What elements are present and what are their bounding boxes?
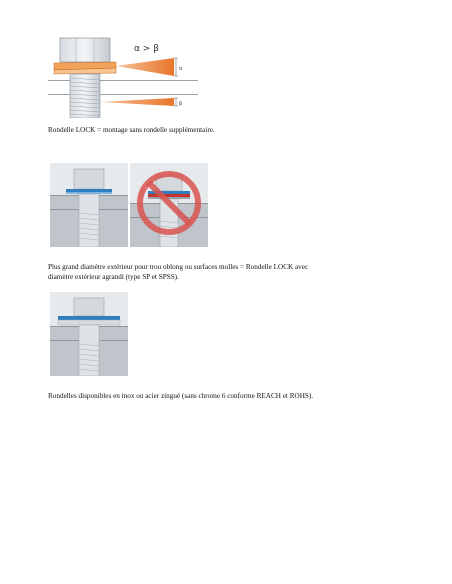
washer-blue-enlarged (58, 316, 120, 320)
alpha-label: α (179, 66, 183, 72)
washer-blue (66, 189, 112, 192)
beta-wedge (100, 98, 174, 106)
lock-washer-assembly-photo (50, 163, 128, 247)
alpha-beta-relation: α > β (134, 44, 159, 54)
beta-label: β (179, 101, 183, 107)
caption-materials: Rondelles disponibles en inox ou acier zingué (sans chrome 6 conforme REACH et ROHS). (48, 392, 314, 400)
bolt-head (74, 169, 104, 189)
bolt-head (60, 38, 110, 62)
alpha-wedge (116, 58, 174, 76)
bolt-head (74, 298, 104, 316)
enlarged-washer-photo (50, 292, 128, 376)
caption-lock-washer: Rondelle LOCK = montage sans rondelle supplémentaire. (48, 126, 215, 134)
extra-washer-prohibited-photo (130, 163, 208, 247)
washer-red (148, 194, 190, 197)
caption-enlarged-diameter: Plus grand diamètre extérieur pour trou oblong ou surfaces molles = Rondelle LOCK avec diamètre extérieur agrandi (type SP et SPSS). (48, 263, 309, 281)
lock-washer-angle-diagram (48, 36, 198, 118)
